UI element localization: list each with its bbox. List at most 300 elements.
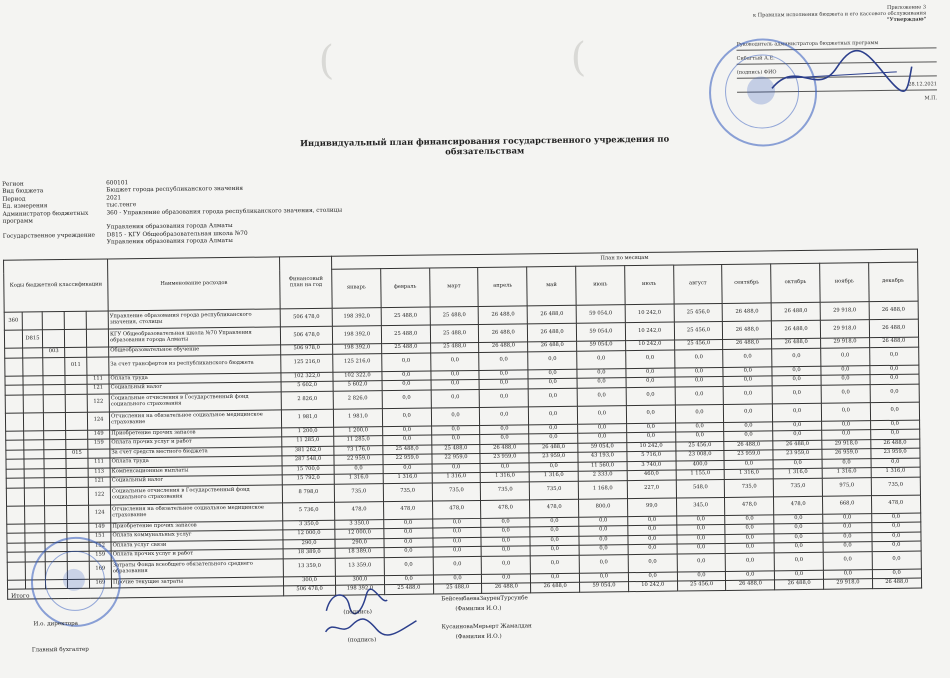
code-cell: 360	[4, 312, 22, 330]
total-month-cell: 26 488,0	[726, 580, 775, 590]
month-cell: 0,0	[725, 514, 774, 524]
month-cell: 22 959,0	[383, 454, 432, 464]
month-cell: 0,0	[821, 365, 870, 375]
month-cell: 0,0	[628, 572, 677, 582]
month-cell: 0,0	[579, 545, 628, 555]
month-cell: 0,0	[870, 374, 919, 384]
plan-cell: 2 826,0	[281, 391, 333, 410]
month-cell: 0,0	[723, 366, 772, 376]
month-cell: 1 316,0	[822, 468, 871, 478]
month-cell: 478,0	[335, 501, 384, 520]
code-cell	[67, 523, 89, 533]
month-cell: 0,0	[724, 403, 773, 422]
code-cell: 124	[87, 411, 109, 429]
month-cell: 0,0	[628, 544, 677, 554]
month-cell: 735,0	[481, 481, 530, 500]
code-cell: 121	[87, 384, 109, 394]
month-cell: 0,0	[725, 524, 774, 534]
month-cell: 11 285,0	[334, 436, 383, 446]
month-cell: 25 456,0	[674, 321, 723, 340]
month-cell: 13 359,0	[335, 557, 384, 576]
expense-name: Оплата труда	[110, 456, 282, 468]
month-cell: 1 200,0	[334, 426, 383, 436]
month-cell: 0,0	[431, 389, 480, 408]
financing-table	[3, 249, 922, 603]
month-cell: 0,0	[823, 513, 872, 523]
code-cell	[87, 347, 109, 357]
month-cell: 0,0	[382, 426, 431, 436]
month-cell: 975,0	[822, 477, 871, 496]
plan-cell: 11 285,0	[282, 436, 334, 446]
month-cell: 1 168,0	[578, 480, 627, 499]
code-cell	[23, 375, 43, 385]
plan-cell: 12 000,0	[283, 529, 335, 539]
month-cell: 26 488,0	[869, 319, 918, 338]
month-cell: 0,0	[872, 569, 921, 579]
header-month: декабрь	[868, 262, 917, 302]
month-cell: 0,0	[773, 421, 822, 431]
month-cell: 0,0	[431, 425, 480, 435]
month-cell: 0,0	[530, 545, 579, 555]
month-cell: 3 740,0	[627, 461, 676, 471]
month-cell: 0,0	[626, 368, 675, 378]
month-cell: 0,0	[674, 349, 723, 368]
director-name: БейсембаеваЗауренТурсунбе	[441, 595, 528, 603]
month-cell: 0,0	[433, 537, 482, 547]
plan-cell: 5 602,0	[281, 381, 333, 391]
month-cell: 0,0	[577, 387, 626, 406]
month-cell: 0,0	[628, 516, 677, 526]
appendix-line: к Правилам исполнения бюджета и его кассового обслуживания	[752, 10, 927, 19]
month-cell: 25 456,0	[674, 303, 723, 322]
month-cell: 0,0	[628, 535, 677, 545]
month-cell: 0,0	[579, 554, 628, 573]
meta-key: Вид бюджета	[2, 188, 44, 196]
month-cell: 227,0	[627, 480, 676, 499]
month-cell: 548,0	[676, 479, 725, 498]
code-cell: 122	[88, 486, 110, 504]
approval-line: (подпись) ФИО	[737, 66, 937, 78]
month-cell: 0,0	[431, 407, 480, 426]
code-cell	[5, 376, 23, 386]
month-cell: 59 054,0	[576, 323, 625, 342]
meta-key: Регион	[2, 181, 24, 188]
code-cell: 149	[88, 429, 110, 439]
header-month: январь	[332, 269, 381, 309]
code-cell	[7, 552, 25, 562]
month-cell: 0,0	[821, 384, 870, 403]
code-cell	[67, 505, 89, 523]
month-cell: 2 826,0	[333, 390, 382, 409]
month-cell: 26 488,0	[528, 323, 577, 342]
month-cell: 0,0	[431, 379, 480, 389]
month-cell: 25 488,0	[430, 324, 479, 343]
month-cell: 0,0	[579, 535, 628, 545]
code-cell	[64, 311, 86, 329]
expense-name: Отчисления на обязательное социальное медицинское страхование	[111, 502, 283, 522]
month-cell: 25 456,0	[674, 339, 723, 349]
month-cell: 0,0	[528, 378, 577, 388]
total-month-cell: 26 488,0	[531, 582, 580, 592]
total-month-cell: 25 488,0	[384, 584, 433, 594]
code-cell	[64, 329, 86, 347]
month-cell: 1 316,0	[334, 474, 383, 484]
month-cell: 0,0	[431, 434, 480, 444]
code-cell	[24, 487, 44, 505]
meta-block	[2, 177, 423, 249]
expense-name: Прочие текущие затраты	[111, 576, 283, 588]
month-cell: 25 488,0	[431, 444, 480, 454]
month-cell: 290,0	[335, 538, 384, 548]
month-cell: 0,0	[482, 573, 531, 583]
month-cell: 26 488,0	[723, 321, 772, 340]
month-cell: 2 333,0	[578, 471, 627, 481]
code-cell: 113	[88, 467, 110, 477]
month-cell: 0,0	[626, 387, 675, 406]
code-cell	[43, 385, 65, 395]
code-cell: D815	[22, 330, 42, 348]
total-month-cell: 26 488,0	[775, 579, 824, 589]
header-codes: Коды бюджетной классификации	[4, 259, 109, 312]
month-cell: 478,0	[432, 500, 481, 519]
expense-name: Оплата услуг связи	[111, 539, 283, 551]
month-cell: 0,0	[870, 420, 919, 430]
month-cell: 0,0	[823, 542, 872, 552]
month-cell: 26 488,0	[480, 443, 529, 453]
month-cell: 26 488,0	[528, 341, 577, 351]
month-cell: 18 389,0	[335, 548, 384, 558]
expense-name: За счет трансфертов из республиканского бюджета	[109, 354, 281, 374]
code-cell	[7, 506, 25, 524]
code-cell	[45, 523, 67, 533]
expense-name: Приобретение прочих запасов	[110, 427, 282, 439]
plan-cell: 300,0	[283, 576, 335, 586]
header-month: февраль	[381, 268, 430, 308]
month-cell: 25 456,0	[675, 441, 724, 451]
code-cell	[5, 358, 23, 376]
code-cell	[86, 329, 108, 347]
code-cell	[88, 448, 110, 458]
plan-cell: 381 262,0	[282, 446, 334, 456]
code-cell	[65, 347, 87, 357]
code-cell	[7, 562, 25, 580]
punch-hole-mark: (	[318, 37, 335, 84]
month-cell: 0,0	[774, 523, 823, 533]
month-cell: 0,0	[723, 376, 772, 386]
code-cell	[5, 395, 23, 413]
code-cell	[4, 330, 22, 348]
month-cell: 26 488,0	[771, 302, 820, 321]
month-cell: 478,0	[871, 495, 920, 514]
month-cell: 735,0	[871, 477, 920, 496]
month-cell: 0,0	[530, 555, 579, 574]
month-cell: 0,0	[724, 431, 773, 441]
header-month: ноябрь	[820, 263, 869, 303]
month-cell: 0,0	[773, 430, 822, 440]
month-cell: 23 959,0	[871, 448, 920, 458]
code-cell	[44, 430, 66, 440]
code-cell	[7, 533, 25, 543]
month-cell: 345,0	[676, 497, 725, 516]
month-cell: 478,0	[725, 496, 774, 515]
month-cell: 0,0	[724, 421, 773, 431]
month-cell: 0,0	[774, 514, 823, 524]
accountant-fio-caption: (Фамилия И.О.)	[455, 633, 502, 641]
code-cell	[43, 357, 65, 375]
code-cell	[24, 478, 44, 488]
month-cell: 0,0	[823, 532, 872, 542]
month-cell: 10 242,0	[625, 340, 674, 350]
month-cell: 0,0	[382, 380, 431, 390]
month-cell: 59 054,0	[578, 442, 627, 452]
expense-name: Социальный налог	[109, 382, 281, 394]
month-cell: 5 716,0	[627, 451, 676, 461]
month-cell: 0,0	[821, 402, 870, 421]
month-cell: 0,0	[675, 367, 724, 377]
month-cell: 26 488,0	[871, 439, 920, 449]
code-cell	[5, 413, 23, 431]
plan-cell: 287 548,0	[282, 455, 334, 465]
code-cell	[7, 524, 25, 534]
month-cell: 1 316,0	[871, 467, 920, 477]
month-cell: 29 918,0	[820, 302, 869, 321]
code-cell	[43, 412, 65, 430]
month-cell: 478,0	[481, 499, 530, 518]
month-cell: 0,0	[871, 458, 920, 468]
month-cell: 0,0	[384, 538, 433, 548]
code-cell	[23, 385, 43, 395]
month-cell: 0,0	[626, 377, 675, 387]
code-cell	[7, 543, 25, 553]
month-cell: 198 392,0	[332, 308, 381, 327]
code-cell	[24, 459, 44, 469]
month-cell: 0,0	[384, 547, 433, 557]
month-cell: 0,0	[481, 517, 530, 527]
month-cell: 0,0	[529, 424, 578, 434]
month-cell: 0,0	[726, 570, 775, 580]
month-cell: 0,0	[677, 543, 726, 553]
total-month-cell: 26 488,0	[872, 578, 921, 588]
plan-cell: 5 736,0	[283, 502, 335, 521]
month-cell: 198 392,0	[332, 326, 381, 345]
month-cell: 0,0	[432, 518, 481, 528]
month-cell: 0,0	[577, 378, 626, 388]
month-cell: 0,0	[772, 348, 821, 367]
plan-cell: 506 978,0	[281, 344, 333, 354]
month-cell: 0,0	[577, 405, 626, 424]
month-cell: 26 488,0	[479, 306, 528, 325]
month-cell: 0,0	[578, 433, 627, 443]
total-month-cell: 25 488,0	[433, 583, 482, 593]
code-cell: 151	[89, 532, 111, 542]
month-cell: 0,0	[773, 459, 822, 469]
month-cell: 59 054,0	[576, 305, 625, 324]
month-cell: 0,0	[528, 388, 577, 407]
month-cell: 1 316,0	[725, 469, 774, 479]
code-cell	[24, 440, 44, 450]
month-cell: 0,0	[821, 375, 870, 385]
month-cell: 0,0	[677, 534, 726, 544]
month-cell: 0,0	[433, 574, 482, 584]
month-cell: 5 602,0	[333, 381, 382, 391]
month-cell: 0,0	[384, 575, 433, 585]
month-cell: 0,0	[480, 388, 529, 407]
month-cell: 0,0	[627, 432, 676, 442]
month-cell: 735,0	[383, 483, 432, 502]
month-cell: 0,0	[870, 384, 919, 403]
code-cell	[44, 487, 66, 505]
month-cell: 25 488,0	[430, 342, 479, 352]
header-month: сентябрь	[722, 264, 771, 304]
month-cell: 25 488,0	[381, 325, 430, 344]
expense-name: КГУ Общеобразовательная школа №70 Управления образования города Алматы	[108, 327, 280, 347]
month-cell: 1 316,0	[481, 472, 530, 482]
month-cell: 23 008,0	[676, 450, 725, 460]
month-cell: 0,0	[676, 524, 725, 534]
month-cell: 12 000,0	[335, 529, 384, 539]
plan-cell: 15 792,0	[282, 474, 334, 484]
code-cell: 124	[89, 504, 111, 522]
plan-cell: 8 798,0	[282, 484, 334, 503]
appendix-note	[716, 4, 926, 25]
month-cell: 0,0	[529, 433, 578, 443]
code-cell	[66, 468, 88, 478]
code-cell	[6, 431, 24, 441]
code-cell	[42, 330, 64, 348]
header-month: октябрь	[771, 263, 820, 303]
month-cell: 0,0	[675, 386, 724, 405]
code-cell	[6, 459, 24, 469]
meta-key: Администратор бюджетных программ	[2, 210, 89, 225]
code-cell	[23, 357, 43, 375]
code-cell	[44, 468, 66, 478]
month-cell: 0,0	[872, 541, 921, 551]
month-cell: 0,0	[870, 402, 919, 421]
month-cell: 0,0	[724, 459, 773, 469]
month-cell: 0,0	[823, 523, 872, 533]
total-month-cell: 26 488,0	[482, 583, 531, 593]
month-cell: 23 959,0	[724, 450, 773, 460]
code-cell	[43, 375, 65, 385]
month-cell: 0,0	[774, 542, 823, 552]
month-cell: 1 316,0	[432, 472, 481, 482]
month-cell: 73 176,0	[334, 445, 383, 455]
month-cell: 0,0	[578, 423, 627, 433]
month-cell: 0,0	[725, 543, 774, 553]
code-cell	[6, 450, 24, 460]
accountant-signature-ink	[321, 613, 421, 640]
meta-key: Ед. измерения	[2, 203, 48, 210]
code-cell	[6, 478, 24, 488]
month-cell: 735,0	[773, 478, 822, 497]
code-cell	[6, 440, 24, 450]
plan-cell: 506 478,0	[280, 326, 332, 345]
month-cell: 0,0	[772, 385, 821, 404]
month-cell: 300,0	[335, 575, 384, 585]
code-cell	[66, 487, 88, 505]
month-cell: 23 959,0	[773, 449, 822, 459]
expense-name: Приобретение прочих запасов	[111, 520, 283, 532]
month-cell: 0,0	[431, 370, 480, 380]
month-cell: 0,0	[821, 347, 870, 366]
month-cell: 0,0	[822, 430, 871, 440]
code-cell	[24, 449, 44, 459]
month-cell: 0,0	[677, 571, 726, 581]
month-cell: 0,0	[822, 420, 871, 430]
month-cell: 0,0	[481, 527, 530, 537]
month-cell: 1 155,0	[676, 469, 725, 479]
code-cell: 149	[89, 522, 111, 532]
signature-caption: (подпись)	[343, 609, 372, 616]
month-cell: 26 488,0	[479, 324, 528, 343]
month-cell: 0,0	[530, 536, 579, 546]
meta-key: Период	[2, 196, 26, 203]
code-cell	[5, 385, 23, 395]
code-cell: 169	[89, 560, 111, 578]
plan-cell: 102 322,0	[281, 372, 333, 382]
expense-name: За счет средств местного бюджета	[110, 446, 282, 458]
meta-value: Управления образования города Алматы	[106, 223, 233, 231]
code-cell	[65, 412, 87, 430]
month-cell: 0,0	[479, 379, 528, 389]
month-cell: 0,0	[626, 423, 675, 433]
month-cell: 0,0	[530, 526, 579, 536]
month-cell: 735,0	[334, 483, 383, 502]
month-cell: 25 488,0	[381, 307, 430, 326]
month-cell: 0,0	[724, 385, 773, 404]
month-cell: 0,0	[869, 347, 918, 366]
month-cell: 735,0	[725, 478, 774, 497]
month-cell: 0,0	[480, 406, 529, 425]
month-cell: 0,0	[872, 551, 921, 570]
code-cell	[7, 580, 25, 590]
month-cell: 25 488,0	[430, 306, 479, 325]
expense-name: Компенсационные выплаты	[110, 465, 282, 477]
month-cell: 26 488,0	[723, 339, 772, 349]
code-cell	[87, 356, 109, 374]
code-cell: 015	[66, 449, 88, 459]
total-month-cell: 10 242,0	[628, 581, 677, 591]
month-cell: 0,0	[675, 422, 724, 432]
code-cell	[66, 430, 88, 440]
code-cell	[25, 523, 45, 533]
month-cell: 0,0	[528, 351, 577, 370]
accountant-role: Главный бухгалтер	[31, 646, 89, 654]
month-cell: 0,0	[529, 462, 578, 472]
code-cell	[24, 430, 44, 440]
punch-hole-mark: (	[570, 34, 587, 81]
month-cell: 0,0	[482, 555, 531, 574]
header-month: апрель	[478, 267, 527, 307]
month-cell: 0,0	[384, 519, 433, 529]
expense-name: Оплата прочих услуг и работ	[110, 437, 282, 449]
month-cell: 0,0	[723, 348, 772, 367]
meta-value: 360 - Управление образования города республиканского значения, столицы	[106, 207, 343, 217]
month-cell: 26 488,0	[772, 320, 821, 339]
plan-cell: 290,0	[283, 539, 335, 549]
plan-cell: 125 216,0	[281, 354, 333, 373]
month-cell: 26 488,0	[724, 440, 773, 450]
month-cell: 735,0	[432, 482, 481, 501]
plan-cell: 13 359,0	[283, 558, 335, 577]
month-cell: 0,0	[433, 556, 482, 575]
month-cell: 23 959,0	[529, 452, 578, 462]
code-cell	[66, 458, 88, 468]
document-title: Индивидуальный план финансирования государственного учреждения по обязательствам	[300, 133, 670, 157]
month-cell: 0,0	[579, 526, 628, 536]
total-plan: 506 478,0	[284, 585, 336, 595]
month-cell: 59 054,0	[577, 341, 626, 351]
